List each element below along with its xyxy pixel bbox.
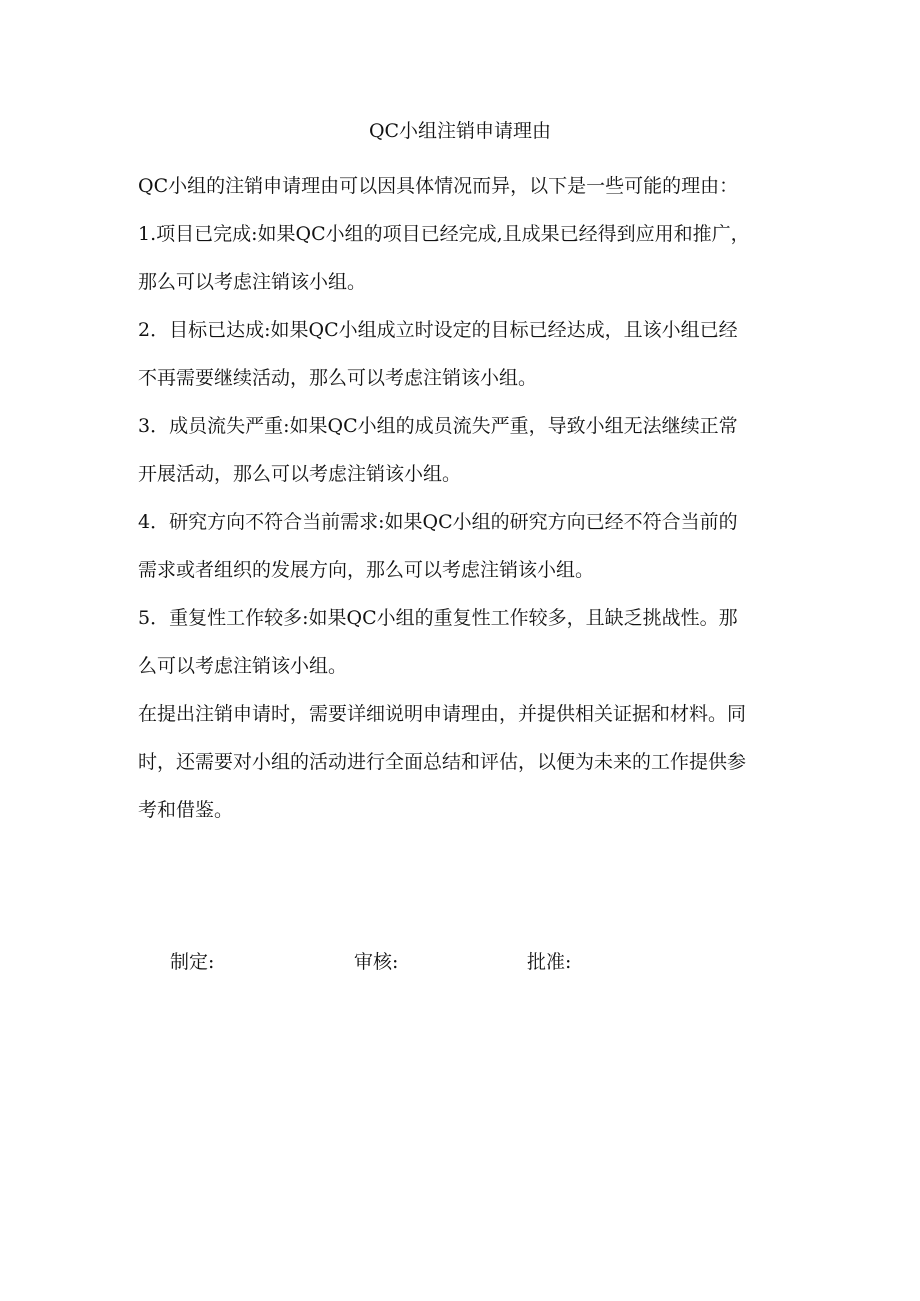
reason-2-line-1: 2．目标已达成:如果QC小组成立时设定的目标已经达成，且该小组已经: [138, 319, 738, 341]
conclusion-line-2: 时，还需要对小组的活动进行全面总结和评估，以便为未来的工作提供参: [138, 751, 747, 773]
reason-5-line-2: 么可以考虑注销该小组。: [138, 655, 348, 677]
intro-line: QC小组的注销申请理由可以因具体情况而异，以下是一些可能的理由：: [138, 175, 739, 197]
document-body: [138, 162, 788, 834]
reason-4-line-1: 4．研究方向不符合当前需求:如果QC小组的研究方向已经不符合当前的: [138, 511, 738, 533]
reason-3-line-2: 开展活动，那么可以考虑注销该小组。: [138, 463, 462, 485]
approved-by-label: 批准:: [527, 951, 572, 973]
conclusion-line-3: 考和借鉴。: [138, 799, 234, 821]
prepared-by-label: 制定:: [170, 951, 215, 973]
reason-1-line-2: 那么可以考虑注销该小组。: [138, 271, 367, 293]
reason-4-line-2: 需求或者组织的发展方向，那么可以考虑注销该小组。: [138, 559, 595, 581]
reviewed-by-label: 审核:: [354, 951, 399, 973]
signature-row: [0, 947, 920, 977]
document-title: QC小组注销申请理由: [368, 120, 552, 142]
reason-5-line-1: 5．重复性工作较多:如果QC小组的重复性工作较多，且缺乏挑战性。那: [138, 607, 738, 629]
reason-1-line-1: 1.项目已完成:如果QC小组的项目已经完成,且成果已经得到应用和推广，: [138, 223, 750, 245]
reason-2-line-2: 不再需要继续活动，那么可以考虑注销该小组。: [138, 367, 538, 389]
reason-3-line-1: 3．成员流失严重:如果QC小组的成员流失严重，导致小组无法继续正常: [138, 415, 738, 437]
conclusion-line-1: 在提出注销申请时，需要详细说明申请理由，并提供相关证据和材料。同: [138, 703, 747, 725]
